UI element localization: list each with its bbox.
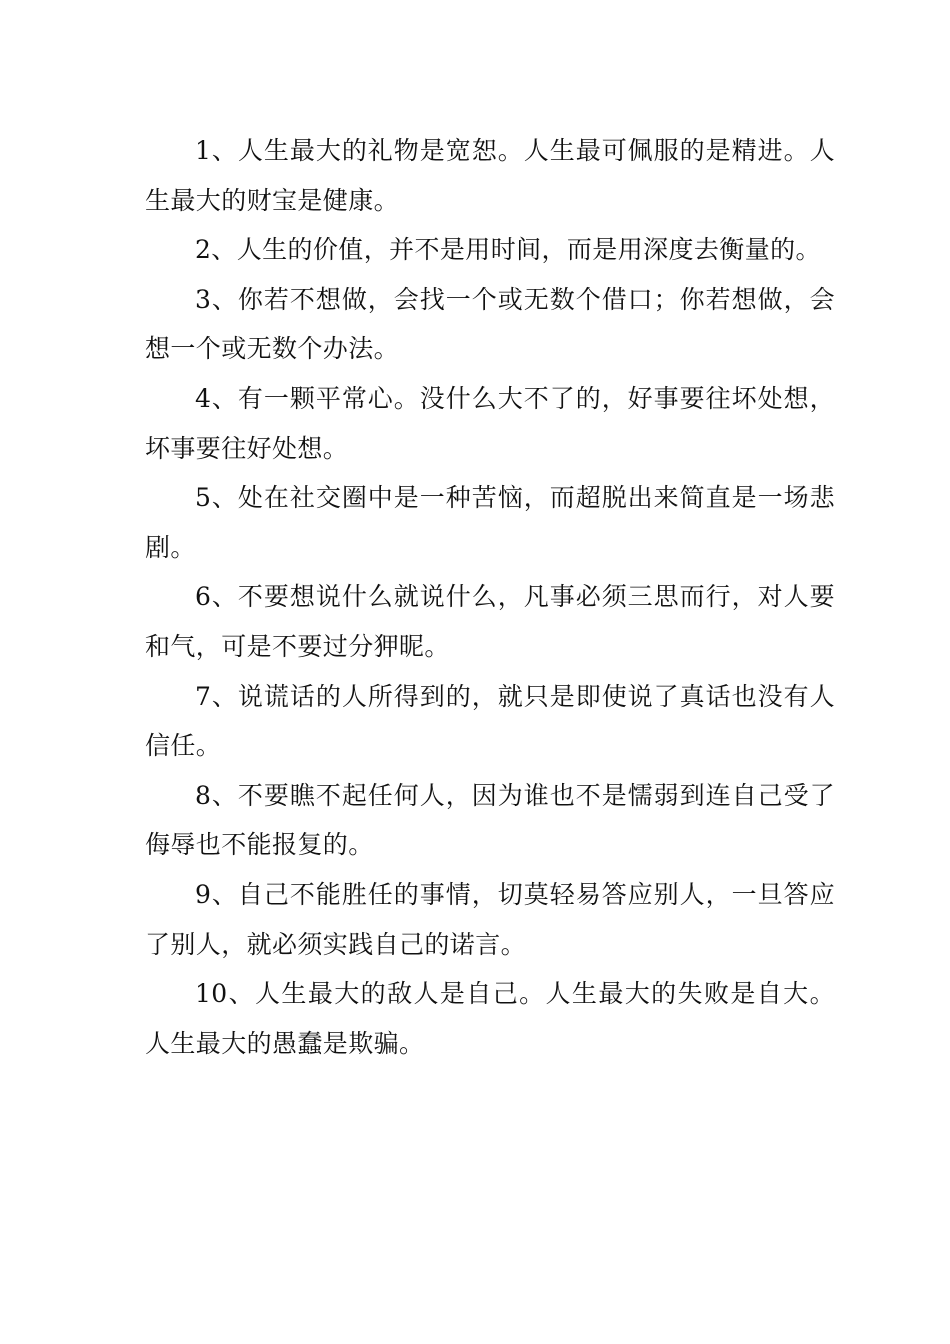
paragraph-6: 6、不要想说什么就说什么，凡事必须三思而行，对人要和气，可是不要过分狎昵。 bbox=[145, 582, 835, 661]
paragraph-9: 9、自己不能胜任的事情，切莫轻易答应别人，一旦答应了别人，就必须实践自己的诺言。 bbox=[145, 879, 835, 959]
paragraph-5: 5、处在社交圈中是一种苦恼，而超脱出来简直是一场悲剧。 bbox=[145, 483, 835, 562]
paragraph-3: 3、你若不想做，会找一个或无数个借口；你若想做，会想一个或无数个办法。 bbox=[145, 284, 835, 364]
paragraph-10: 10、人生最大的敌人是自己。人生最大的失败是自大。人生最大的愚蠢是欺骗。 bbox=[145, 979, 835, 1058]
paragraph-2: 2、人生的价值，并不是用时间，而是用深度去衡量的。 bbox=[195, 235, 821, 265]
paragraph-8: 8、不要瞧不起任何人，因为谁也不是懦弱到连自己受了侮辱也不能报复的。 bbox=[145, 780, 835, 860]
document-body bbox=[145, 126, 835, 1068]
paragraph-7: 7、说谎话的人所得到的，就只是即使说了真话也没有人信任。 bbox=[145, 681, 835, 761]
paragraph-1: 1、人生最大的礼物是宽恕。人生最可佩服的是精进。人生最大的财宝是健康。 bbox=[145, 136, 835, 215]
paragraph-4: 4、有一颗平常心。没什么大不了的，好事要往坏处想，坏事要往好处想。 bbox=[145, 383, 835, 463]
